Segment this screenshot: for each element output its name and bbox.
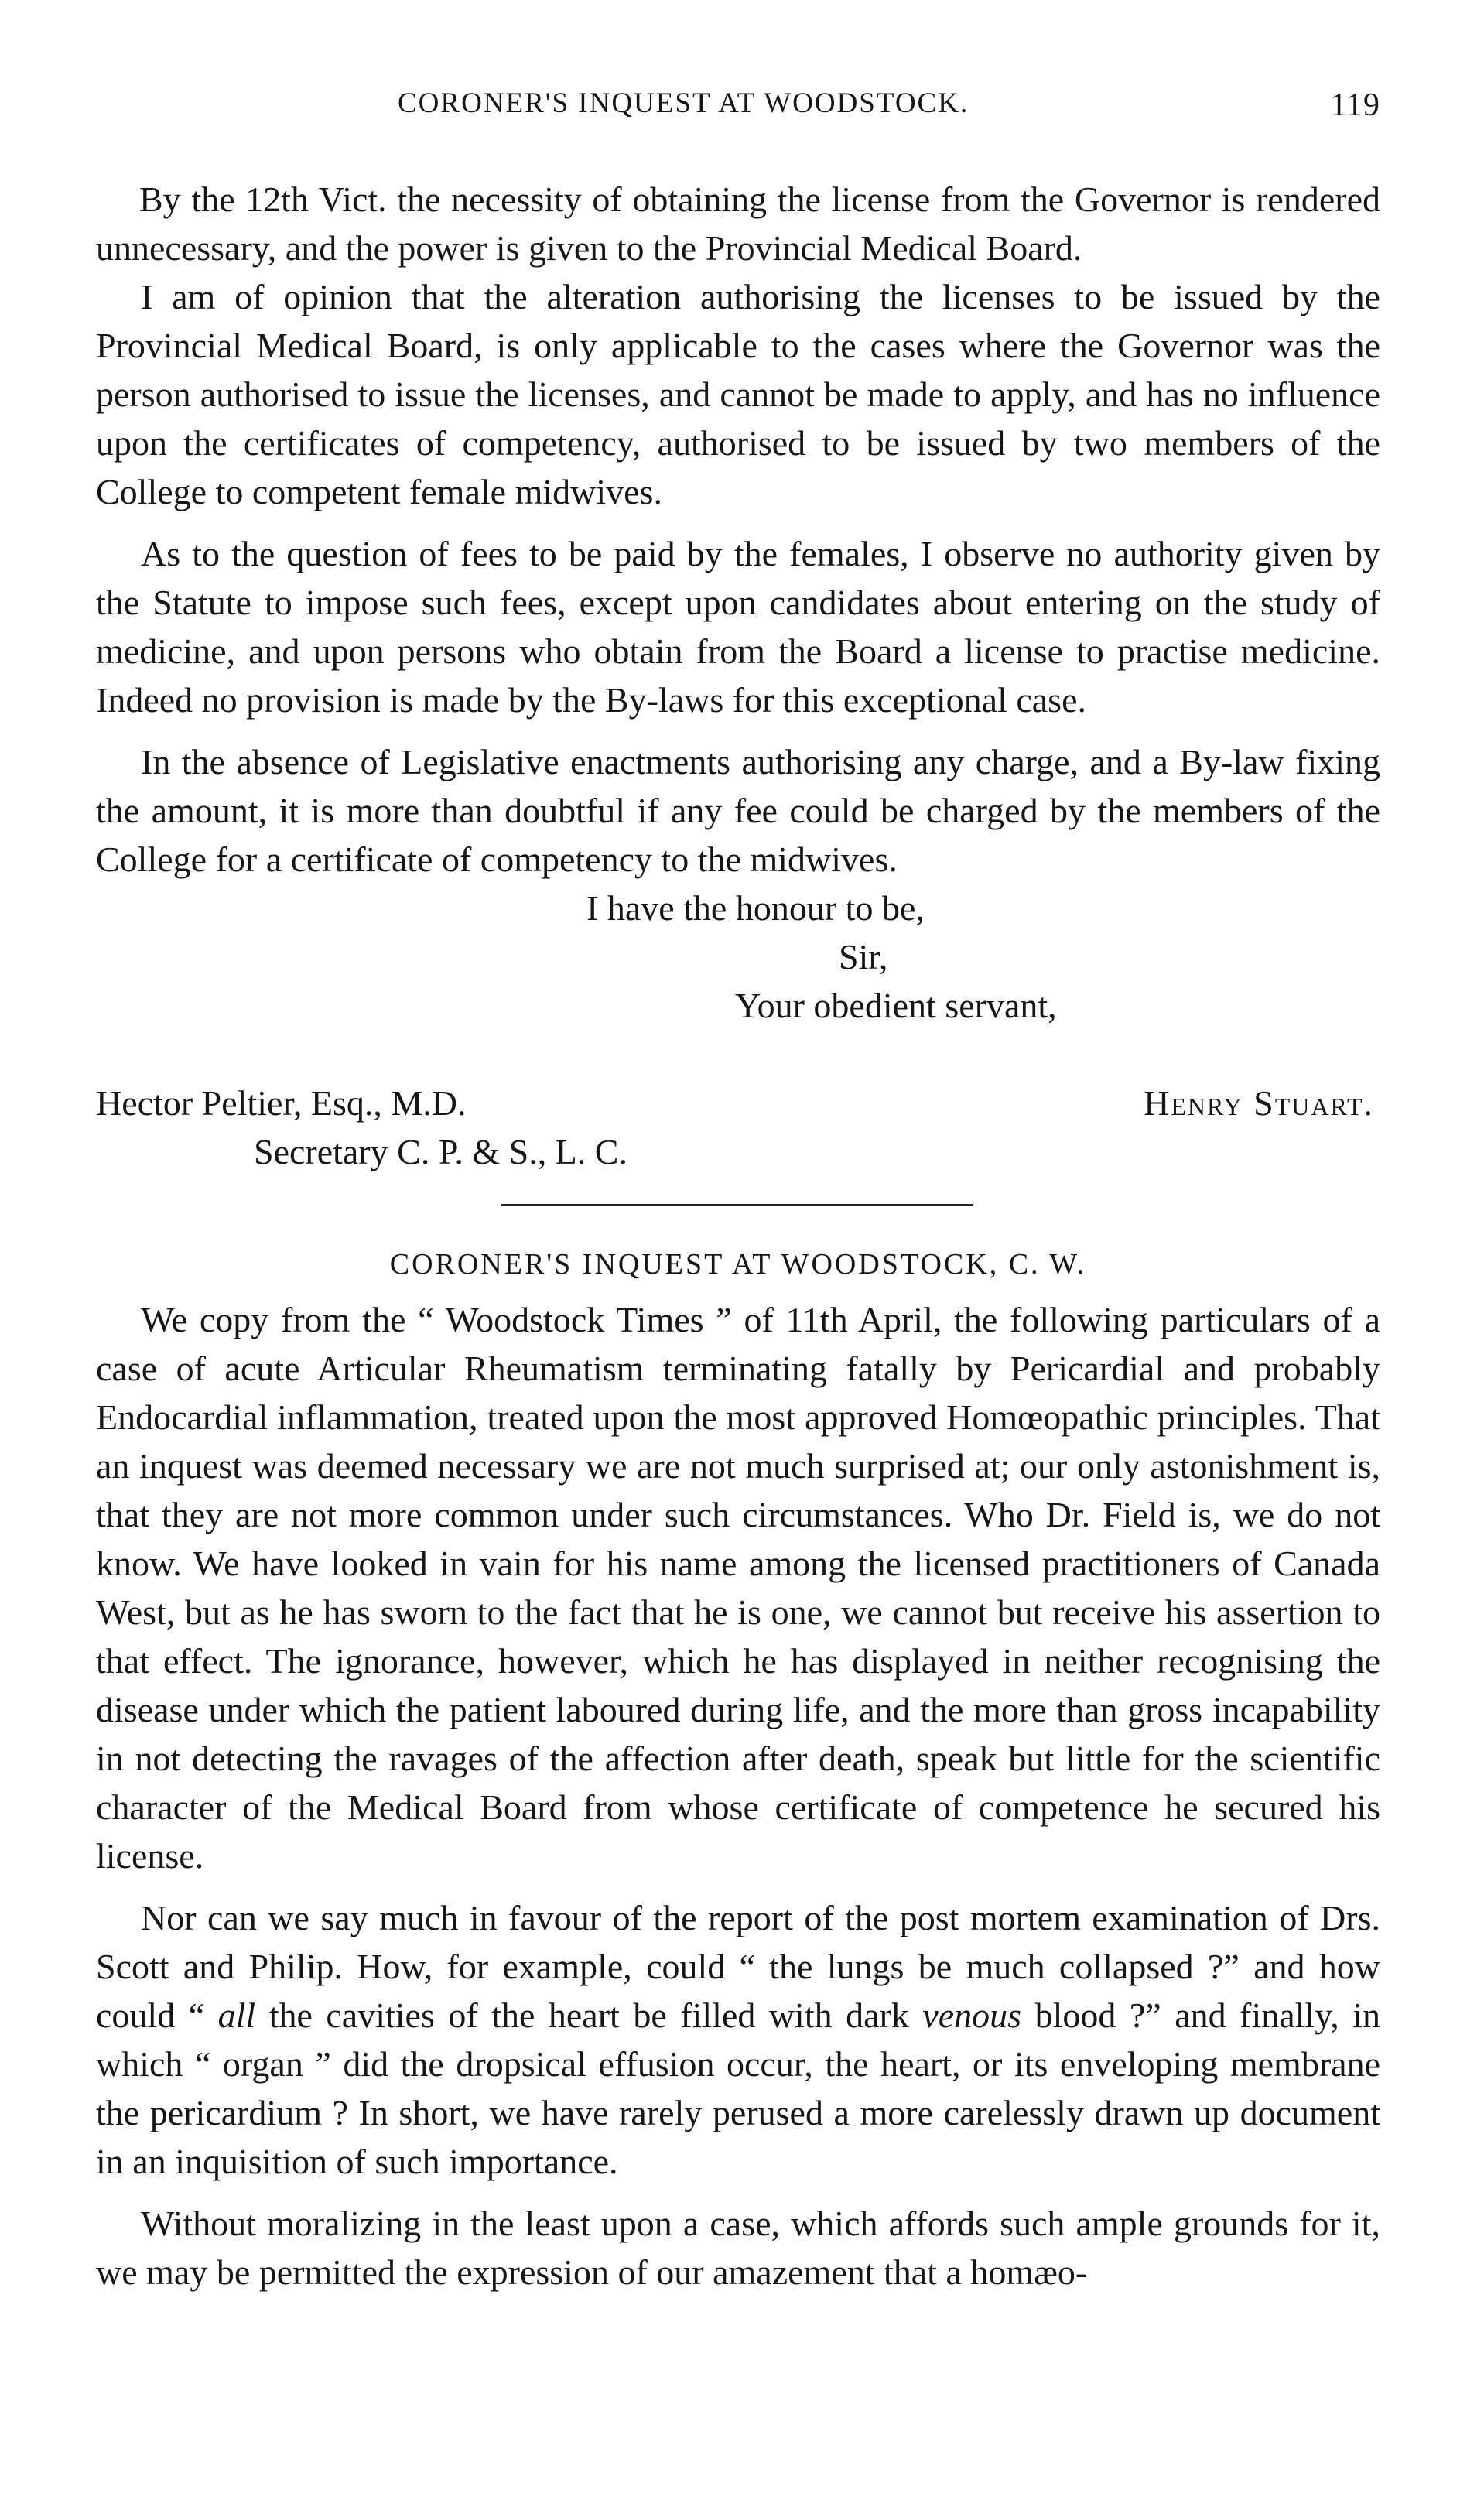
letter-paragraph: I am of opinion that the alteration authorising the licenses to be issued by the Provincial Medical Board, is only applicable to the cases where the Governor was the person authorised to issue the licenses, and cannot be made to apply, and has no influence upon the certificates of competency, authorised to be issued by two members of the College to competent female midwives. (96, 277, 1380, 511)
closing-line: Your obedient servant, (735, 986, 1057, 1025)
italic-text: venous (922, 1995, 1022, 2035)
page-content (96, 87, 1380, 2296)
divider-rule (501, 1204, 973, 1206)
article-paragraph (96, 1893, 1380, 2186)
addressee-name: Hector Peltier, Esq., M.D. (96, 1083, 467, 1123)
closing-line: I have the honour to be, (586, 888, 925, 928)
paragraph-gap (96, 724, 1380, 737)
section-divider (96, 1187, 1380, 1233)
article-body (96, 1295, 1380, 2296)
running-head-title: CORONER'S INQUEST AT WOODSTOCK. (398, 87, 969, 119)
closing-salutation: Sir, (839, 937, 888, 976)
letter-paragraph: As to the question of fees to be paid by the females, I observe no authority given by the Statute to impose such fees, except upon candidates about entering on the study of medicine, and upon persons who obtain from the Board a license to practise medicine. Indeed no provision is made by the By-laws for this exceptional case. (96, 534, 1380, 720)
letter-closing (96, 884, 1380, 1079)
italic-text: all (217, 1995, 256, 2035)
paragraph-gap (96, 516, 1380, 529)
text-run: the cavities of the heart be filled with dark (255, 1995, 923, 2035)
letter-paragraph: In the absence of Legislative enactments authorising any charge, and a By-law fixing the amount, it is more than doubtful if any fee could be charged by the members of the College for a certificate of competency to the midwives. (96, 742, 1380, 879)
text-run: blood ?” and finally, in which “ organ ” did the dropsical effusion occur, the heart, or its enveloping membrane the pericardium ? In short, we have rarely perused a more carelessly drawn up document in an inquisition of such importance. (96, 1995, 1380, 2181)
running-head (96, 87, 1380, 141)
article-paragraph: We copy from the “ Woodstock Times ” of 11th April, the following particulars of a case of acute Articular Rheumatism terminating fatally by Pericardial and probably Endocardial inflammation, treated upon the most approved Homœopathic principles. That an inquest was deemed necessary we are not much surprised at; our only astonishment is, that they are not more common under such circumstances. Who Dr. Field is, we do not know. We have looked in vain for his name among the licensed practitioners of Canada West, but as he has sworn to the fact that he is one, we cannot but receive his assertion to that effect. The ignorance, however, which he has displayed in neither recognising the disease under which the patient laboured during life, and the more than gross incapability in not detecting the ravages of the affection after death, speak but little for the scientific character of the Medical Board from whose certificate of competence he secured his license. (96, 1300, 1380, 1876)
article-paragraph: Without moralizing in the least upon a case, which affords such ample grounds for it, we may be permitted the expression of our amazement that a homæo- (96, 2204, 1380, 2292)
page-number: 119 (1330, 87, 1380, 123)
letter-paragraph: By the 12th Vict. the necessity of obtaining the license from the Governor is rendered unnecessary, and the power is given to the Provincial Medical Board. (96, 180, 1380, 268)
paragraph-gap (96, 1880, 1380, 1893)
article-heading: CORONER'S INQUEST AT WOODSTOCK, C. W. (389, 1248, 1087, 1281)
addressee-title: Secretary C. P. & S., L. C. (254, 1132, 627, 1171)
text-run: Nor can we say much in favour of the report of the post mortem examination of Drs. Scott and Philip. How, for example, could “ the lungs be much collapsed ?” and how could “ (96, 1898, 1380, 2035)
signer-name: Henry Stuart. (1144, 1083, 1374, 1123)
letter-body (96, 175, 1380, 884)
letter-signoff (96, 1079, 1380, 1187)
paragraph-gap (96, 2186, 1380, 2199)
